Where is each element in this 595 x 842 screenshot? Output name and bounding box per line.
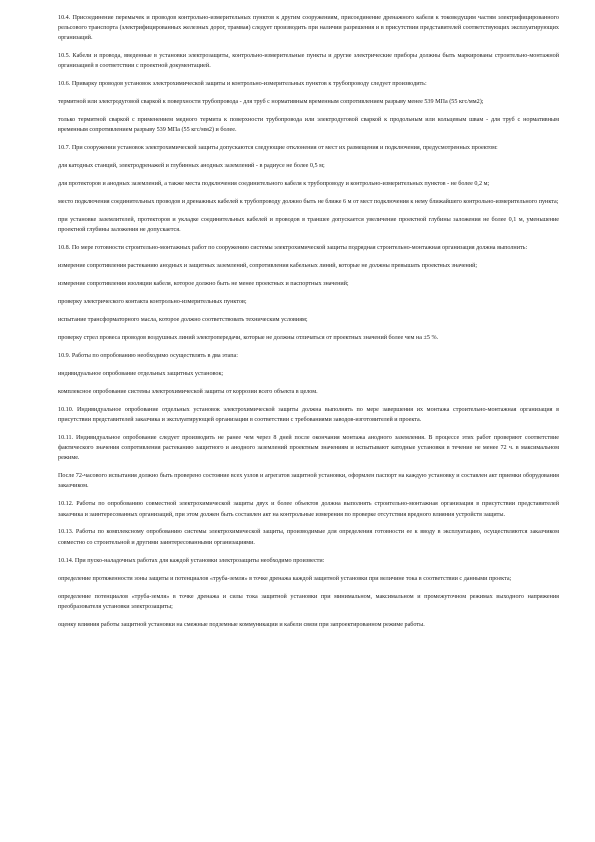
document-body <box>58 13 559 630</box>
paragraph: для протекторов и анодных заземлений, а также места подключения соединительного кабеля к трубопроводу и контрольно-измерительных пунктов - не более 0,2 м; <box>58 181 490 188</box>
paragraph: 10.13. Работы по комплексному опробованию системы электрохимической защиты, производимые для определения готовности ее к вводу в эксплуатацию, осуществляются заказчиком совместно со строительной и другими заинтересованными организациями. <box>58 529 559 546</box>
paragraph: определение протяженности зоны защиты и потенциалов «труба-земля» в точке дренажа каждой защитной установки при величине тока в соответствии с данными проекта; <box>58 575 512 582</box>
paragraph: После 72-часового испытания должно быть проверено состояние всех узлов и агрегатов защитной установки, оформлен паспорт на каждую установку и составлен акт приемки оборудования заказчиком. <box>58 473 559 490</box>
paragraph: 10.7. При сооружении установок электрохимической защиты допускаются следующие отклонения от мест их размещения и подключения, предусмотренных проектом: <box>58 145 498 152</box>
paragraph: 10.8. По мере готовности строительно-монтажных работ по сооружению системы электрохимической защиты подрядная строительно-монтажная организация должна выполнить: <box>58 245 528 252</box>
paragraph: оценку влияния работы защитной установки на смежные подземные коммуникации и кабели связи при запроектированном режиме работы. <box>58 621 425 628</box>
paragraph: индивидуальное опробование отдельных защитных установок; <box>58 370 224 377</box>
paragraph: для катодных станций, электродренажей и глубинных анодных заземлений - в радиусе не более 0,5 м; <box>58 163 325 170</box>
paragraph: определение потенциалов «труба-земля» в точке дренажа и силы тока защитной установки при минимальном, максимальном и промежуточном режимах выходного напряжения преобразователя установки электрозащиты; <box>58 593 559 610</box>
paragraph: место подключения соединительных проводов и дренажных кабелей к трубопроводу должно быть не ближе 6 м от мест подключения к нему ближайшего контрольно-измерительного пункта; <box>58 199 559 206</box>
paragraph: только термитной сваркой с применением медного термита к поверхности трубопровода или электродуговой сваркой к продольным или кольцевым швам - для труб с нормативным временным сопротивлением разрыву 539 МПа (55 кгс/мм2) и более. <box>58 117 559 134</box>
paragraph: 10.5. Кабели и провода, введенные в установки электрозащиты, контрольно-измерительные пункты и другие электрические приборы должны быть маркированы строительно-монтажной организацией в соответствии с проектной документацией. <box>58 53 559 70</box>
paragraph: при установке заземлителей, протекторов и укладке соединительных кабелей и проводов в траншее допускается увеличение проектной глубины заложения не более 0,1 м, уменьшение проектной глубины заложения не допускается. <box>58 217 559 234</box>
paragraph: 10.14. При пуско-наладочных работах для каждой установки электрозащиты необходимо произвести: <box>58 557 325 564</box>
paragraph: измерение сопротивления изоляции кабеля, которое должно быть не менее проектных и паспортных значений; <box>58 281 349 288</box>
paragraph: измерение сопротивления растеканию анодных и защитных заземлений, сопротивления кабельных линий, которые не должны превышать проектных значений; <box>58 263 478 270</box>
paragraph: проверку стрел провеса проводов воздушных линий электропередачи, которые не должны отличаться от проектных значений более чем на ±5 %. <box>58 335 439 342</box>
paragraph: 10.12. Работы по опробованию совместной электрохимической защиты двух и более объектов должна выполнять строительно-монтажная организация в присутствии представителей заказчика и заинтересованных организаций, при этом должен быть составлен акт на контрольные измерения по проверке отсутствия вредного влияния устройств защиты. <box>58 501 559 518</box>
paragraph: 10.6. Приварку проводов установок электрохимической защиты и контрольно-измерительных пунктов к трубопроводу следует производить: <box>58 81 427 88</box>
paragraph: 10.10. Индивидуальное опробование отдельных установок электрохимической защиты должна выполнять по мере завершения их монтажа строительно-монтажная организация в присутствии представителей заказчика и эксплуатирующей организации в соответствии с требованиями заводов-изготовителей и проекта. <box>58 406 559 424</box>
paragraph: термитной или электродуговой сваркой к поверхности трубопровода - для труб с нормативным временным сопротивлением разрыву менее 539 МПа (55 кгс/мм2); <box>58 99 484 106</box>
paragraph: испытание трансформаторного масла, которое должно соответствовать техническим условиям; <box>58 317 308 324</box>
paragraph: комплексное опробование системы электрохимической защиты от коррозии всего объекта в целом. <box>58 388 318 395</box>
paragraph: 10.11. Индивидуальное опробование следует производить не ранее чем через 8 дней после окончания монтажа анодного заземления. В процессе этих работ проверяют соответствие фактического значения сопротивления растеканию защитного и анодного заземлений проектным значениям и испытывают катодные установки в течение не менее 72 ч. в максимальном режиме. <box>58 435 559 462</box>
paragraph: 10.9. Работы по опробованию необходимо осуществлять в два этапа: <box>58 353 238 360</box>
paragraph: 10.4. Присоединение перемычек и проводов контрольно-измерительных пунктов к другим сооружениям, присоединение дренажного кабеля к токоведущим частям электрифицированного рельсового транспорта (электрифицированных железных дорог, трамвая) следует производить при наличии разрешения и в присутствии представителей соответствующих эксплуатирующих организаций. <box>58 15 559 42</box>
paragraph: проверку электрического контакта контрольно-измерительных пунктов; <box>58 299 247 306</box>
